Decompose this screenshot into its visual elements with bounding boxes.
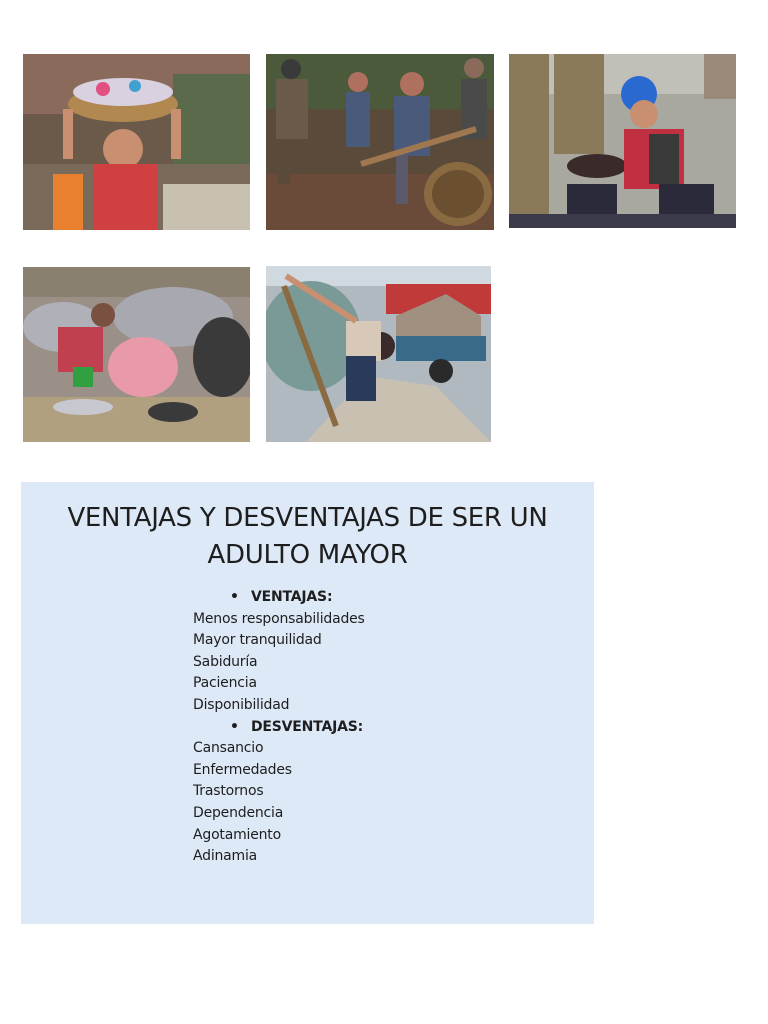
- ventaja-item: Mayor tranquilidad: [193, 632, 322, 649]
- bullet-icon: •: [230, 718, 239, 735]
- photo-boy-shining-shoes: [509, 54, 736, 228]
- desventaja-item: Cansancio: [193, 740, 264, 757]
- slide-panel: [21, 482, 594, 924]
- desventaja-item: Agotamiento: [193, 826, 281, 843]
- ventaja-item: Disponibilidad: [193, 696, 290, 713]
- photo-child-garbage-dump: [23, 267, 250, 442]
- desventaja-item: Enfermedades: [193, 761, 292, 778]
- desventaja-item: Trastornos: [193, 783, 264, 800]
- photo-girl-carrying-basket: [23, 54, 250, 230]
- photo-boy-shoveling-sand: [266, 266, 491, 442]
- ventaja-item: Menos responsabilidades: [193, 610, 365, 627]
- advantages-disadvantages-list: [193, 587, 573, 868]
- desventaja-item: Adinamia: [193, 848, 258, 865]
- desventaja-item: Dependencia: [193, 804, 284, 821]
- slide-title: [21, 500, 594, 574]
- slide-title-line2: ADULTO MAYOR: [207, 540, 408, 570]
- ventajas-heading: [193, 587, 573, 609]
- photo-children-working-stones: [266, 54, 494, 230]
- ventajas-heading-label: VENTAJAS:: [251, 589, 333, 605]
- slide-title-line1: VENTAJAS Y DESVENTAJAS DE SER UN: [67, 503, 548, 533]
- desventajas-heading-label: DESVENTAJAS:: [251, 718, 364, 735]
- desventajas-heading: [193, 717, 573, 739]
- ventaja-item: Sabiduría: [193, 653, 258, 670]
- ventaja-item: Paciencia: [193, 675, 257, 692]
- bullet-icon: •: [230, 589, 239, 605]
